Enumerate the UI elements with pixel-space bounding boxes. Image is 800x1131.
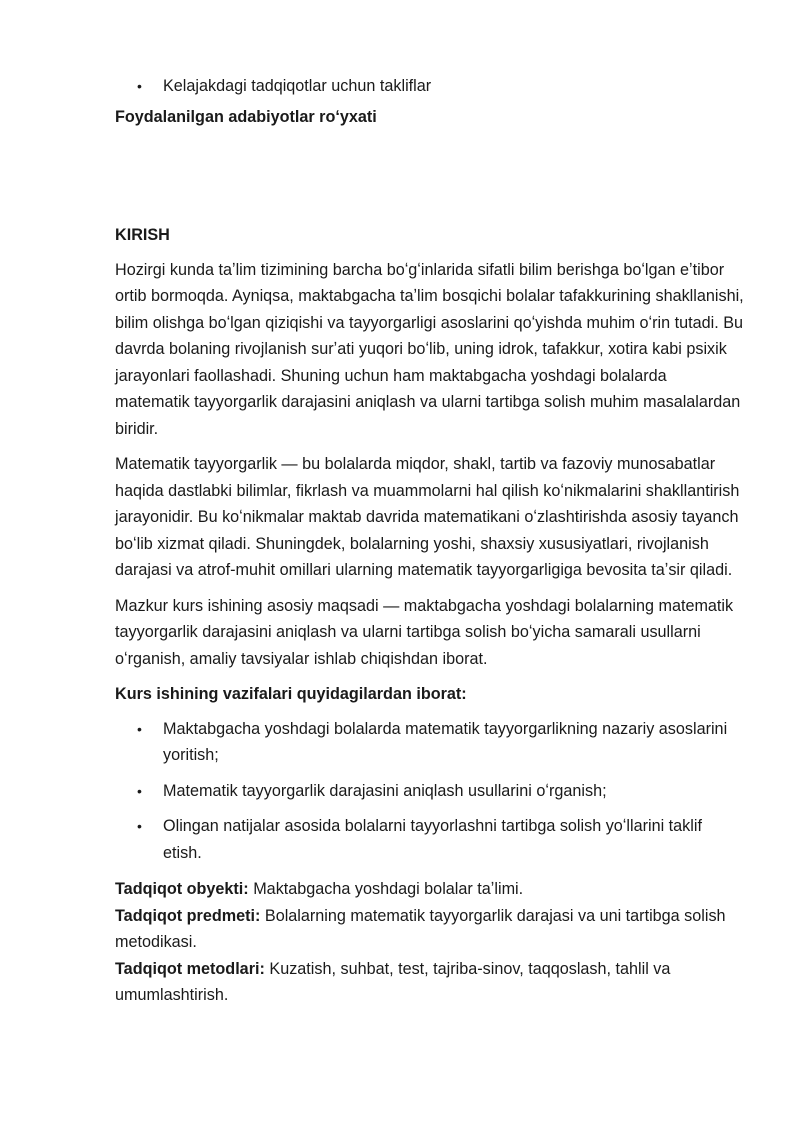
meta-text: Bolalarning matematik tayyorgarlik darajasi va uni tartibga solish metodikasi. [115, 906, 726, 951]
list-item-text: Maktabgacha yoshdagi bolalarda matematik tayyorgarlikning nazariy asoslarini yoritish; [163, 719, 728, 764]
list-item [115, 73, 745, 100]
bullet-icon: • [137, 782, 142, 799]
paragraph: Mazkur kurs ishining asosiy maqsadi — maktabgacha yoshdagi bolalarning matematik tayyorgarlik darajasini aniqlash va ularni tartibga solish boʻyicha samarali usullarni oʻrganish, amaliy tavsiyalar ishlab chiqishdan iborat. [115, 596, 734, 668]
tasks-list [115, 716, 745, 867]
research-object [115, 876, 745, 903]
meta-label: Tadqiqot metodlari: [115, 959, 265, 978]
list-item [115, 778, 745, 805]
toc-bullet-list [115, 73, 745, 100]
references-title: Foydalanilgan adabiyotlar roʻyxati [115, 107, 377, 126]
list-item [115, 813, 745, 866]
section-title: KIRISH [115, 226, 170, 244]
paragraph: Hozirgi kunda taʼlim tizimining barcha boʻgʻinlarida sifatli bilim berishga boʻlgan eʼtibor ortib bormoqda. Ayniqsa, maktabgacha taʼlim bosqichi bolalar tafakkurining shakllanishi, bilim olishga boʻlgan qiziqishi va tayyorgarligi asoslarini qoʻyishda muhim oʻrin tutadi. Bu davrda bolaning rivojlanish surʼati yuqori boʻlib, uning idrok, tafakkur, xotira kabi psixik jarayonlari faollashadi. Shuning uchun ham maktabgacha yoshdagi bolalarda matematik tayyorgarlik darajasini aniqlash va ularni tartibga solish muhim masalalardan biridir. [115, 260, 744, 438]
bullet-icon: • [137, 720, 142, 737]
list-item [115, 716, 745, 769]
meta-text: Kuzatish, suhbat, test, tajriba-sinov, taqqoslash, tahlil va umumlashtirish. [115, 959, 671, 1004]
list-item-text: Matematik tayyorgarlik darajasini aniqlash usullarini oʻrganish; [163, 781, 607, 800]
bullet-icon: • [137, 818, 142, 834]
meta-label: Tadqiqot predmeti: [115, 906, 261, 925]
list-item-text: Olingan natijalar asosida bolalarni tayyorlashni tartibga solish yoʻllarini taklif etish. [163, 817, 702, 862]
meta-text: Maktabgacha yoshdagi bolalar taʼlimi. [253, 880, 524, 898]
research-subject [115, 903, 745, 956]
list-item-text: Kelajakdagi tadqiqotlar uchun takliflar [163, 77, 432, 95]
research-methods [115, 956, 745, 1009]
document-page [115, 73, 745, 1009]
paragraph: Matematik tayyorgarlik — bu bolalarda miqdor, shakl, tartib va fazoviy munosabatlar haqida dastlabki bilimlar, fikrlash va muammolarni hal qilish koʻnikmalarini shakllantirish jarayonidir. Bu koʻnikmalar maktab davrida matematikani oʻzlashtirishda asosiy tayanch boʻlib xizmat qiladi. Shuningdek, bolalarning yoshi, shaxsiy xususiyatlari, rivojlanish darajasi va atrof-muhit omillari ularning matematik tayyorgarligiga bevosita taʼsir qiladi. [115, 455, 740, 579]
meta-label: Tadqiqot obyekti: [115, 880, 249, 898]
bullet-icon: • [137, 78, 142, 94]
tasks-title: Kurs ishining vazifalari quyidagilardan iborat: [115, 685, 467, 703]
